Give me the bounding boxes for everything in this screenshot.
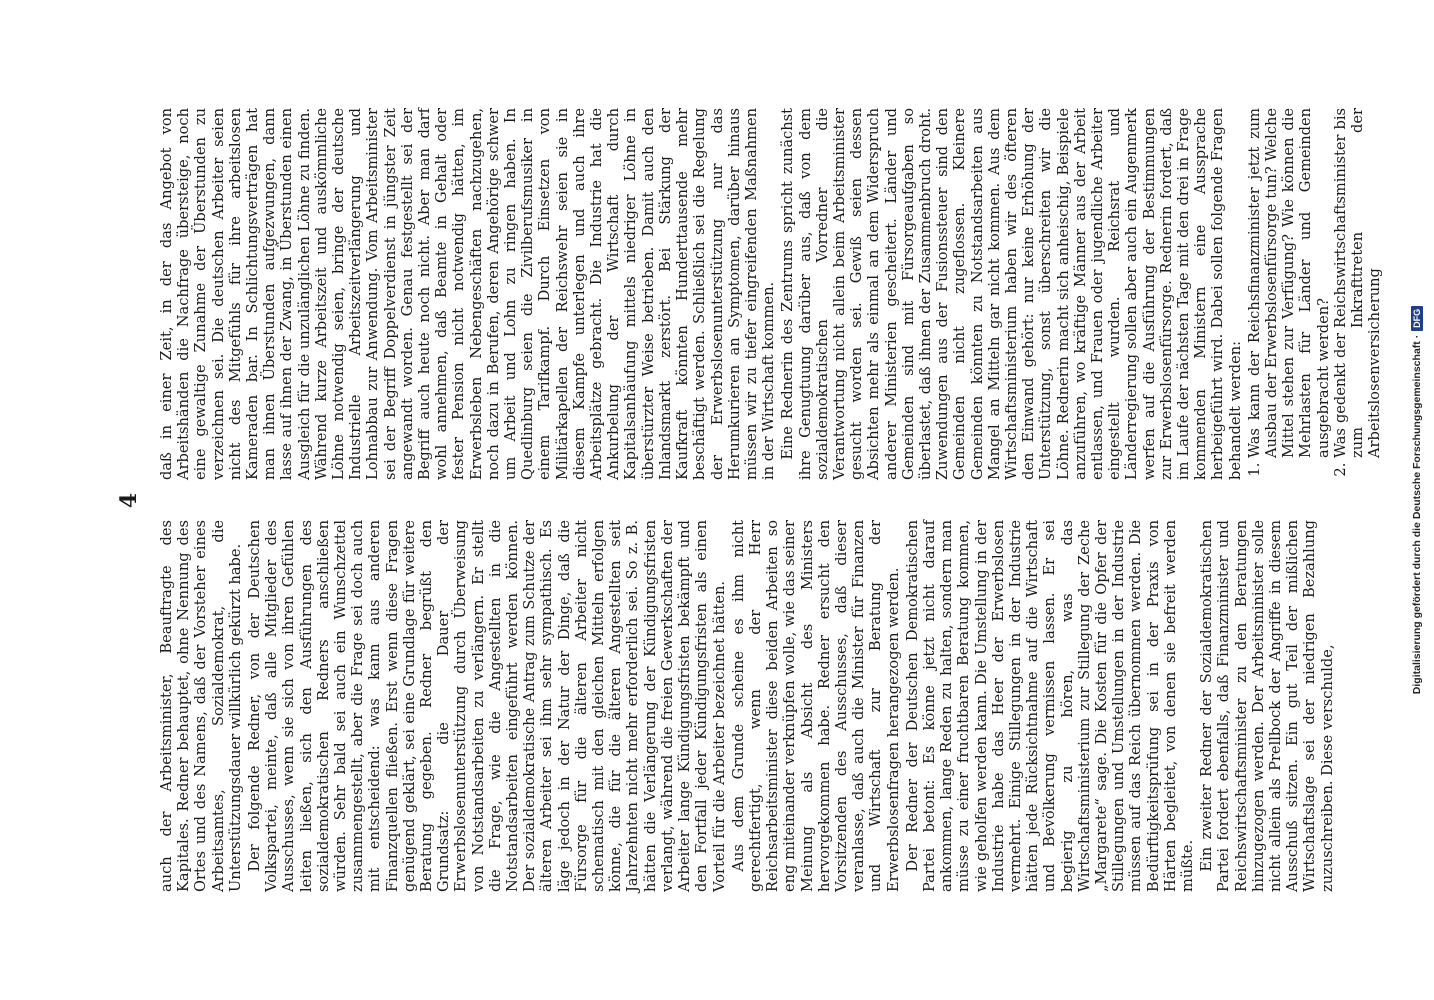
paragraph: auch der Arbeitsminister, Beauftragte des Kapitales. Redner behauptet, ohne Nennung des Ortes und des Namens, daß der Vorsteher eines Arbeitsamtes, Sozialdemokrat, die Unterstützungsdauer willkürlich gekürzt habe. <box>158 520 244 892</box>
column-right <box>158 108 1384 480</box>
list-item: 1. Was kann der Reichsfinanzminister jetzt zum Ausbau der Erwerbslosenfürsorge tun? Welche Mittel stehen zur Verfügung? Wie können die Mehrlasten für Länder und Gemeinden ausgebracht werden? <box>1246 108 1332 458</box>
digitization-credit <box>1403 6 1431 994</box>
credit-text: Digitalisierung gefördert durch die Deutsche Forschungsgemeinschaft · <box>1411 334 1423 695</box>
paragraph: Eine Rednerin des Zentrums spricht zunächst ihre Genugtuung darüber aus, daß von dem sozialdemokratischen Vorredner die Verantwortung nicht allein beim Arbeitsminister gesucht worden sei. Gewiß seien dessen Absichten mehr als einmal an dem Widerspruch anderer Ministerien gescheitert. Länder und Gemeinden sind mit Fürsorgeaufgaben so überlastet, daß ihnen der Zusammenbruch droht. Zuwendungen aus der Fusionssteuer sind den Gemeinden nicht zugeflossen. Kleinere Gemeinden könnten zu Notstandsarbeiten aus Mangel an Mitteln gar nicht kommen. Aus dem Wirtschaftsministerium haben wir des öfteren den Einwand gehört: nur keine Erhöhung der Unterstützung, sonst überschreiten wir die Löhne. Rednerin macht sich anheischig, Beispiele anzuführen, wo kräftige Männer aus der Arbeit entlassen, und Frauen oder jugendliche Arbeiter eingestellt wurden. Reichsrat und Länderregierung sollen aber auch ein Augenmerk werfen auf die Ausführung der Bestimmungen zur Erwerbslosenfürsorge. Rednerin fordert, daß im Laufe der nächsten Tage mit den drei in Frage kommenden Ministern eine Aussprache herbeigeführt wird. Dabei sollen folgende Fragen behandelt werden: <box>779 108 1244 480</box>
rotated-page-content <box>110 90 1384 910</box>
paragraph: Der Redner der Deutschen Demokratischen Partei betont: Es könne jetzt nicht darauf ankommen, lange Reden zu halten, sondern man müsse zu einer fruchtbaren Beratung kommen, wie geholfen werden kann. Die Umstellung in der Industrie habe das Heer der Erwerbslosen vermehrt. Einige Stillegungen in der Industrie hätten jede Rücksichtnahme auf die Wirtschaft und Bevölkerung vermissen lassen. Er sei begierig zu hören, was das Wirtschaftsministerium zur Stillegung der Zeche „Margarete“ sage. Die Kosten für die Opfer der Stillegungen und Umstellungen in der Industrie müssen auf das Reich übernommen werden. Die Bedürftigkeitsprüfung sei in der Praxis von Härten begleitet, von denen sie befreit werden müßte. <box>903 520 1196 892</box>
list-item: 2. Was gedenkt der Reichswirtschaftsminister bis zum Inkrafttreten der Arbeitslosenversicherung <box>1332 108 1384 458</box>
paragraph: Der folgende Redner, von der Deutschen Volkspartei, meinte, daß alle Mitglieder des Ausschusses, wenn sie sich von ihren Gefühlen leiten ließen, sich den Ausführungen des sozialdemokratischen Redners anschließen würden. Sehr bald sei auch ein Wunschzettel zusammengestellt, aber die Frage sei doch auch mit entscheidend: was kann aus anderen Finanzquellen fließen. Erst wenn diese Fragen genügend geklärt, sei eine Grundlage für weitere Beratung gegeben. Redner begrüßt den Grundsatz: die Dauer der Erwerbslosenunterstützung durch Überweisung von Notstandsarbeiten zu verlängern. Er stellt die Frage, wie die Angestellten in die Notstandsarbeiten eingeführt werden können. Der sozialdemokratische Antrag zum Schutze der älteren Arbeiter sei ihm sehr sympathisch. Es läge jedoch in der Natur der Dinge, daß die Fürsorge für die älteren Arbeiter nicht schematisch mit den gleichen Mitteln erfolgen könne, die für die älteren Angestellten seit Jahrzehnten nicht mehr erforderlich sei. So z. B. hätten die Verlängerung der Kündigungsfristen verlangt, während die freien Gewerkschaften der Arbeiter lange Kündigungsfristen bekämpft und den Fortfall jeder Kündigungsfristen als einen Vorteil für die Arbeiter bezeichnet hätten. <box>246 520 728 892</box>
question-list <box>1246 108 1384 480</box>
page-number: 4 <box>116 491 142 509</box>
column-left <box>158 520 1338 892</box>
paragraph: Aus dem Grunde scheine es ihm nicht gerechtfertigt, wenn der Herr Reichsarbeitsminister diese beiden Arbeiten so eng miteinander verknüpfen wolle, wie das seiner Meinung als Absicht des Ministers hervorgekommen habe. Redner ersucht den Vorsitzenden des Ausschusses, daß dieser veranlasse, daß auch die Minister für Finanzen und Wirtschaft zur Beratung der Erwerbslosenfragen herangezogen werden. <box>729 520 902 892</box>
paragraph: Ein zweiter Redner der Sozialdemokratischen Partei fordert ebenfalls, daß Finanzminister und Reichswirtschaftsminister zu den Beratungen hinzugezogen werden. Der Arbeitsminister solle nicht allein als Prellbock der Angriffe in diesem Ausschuß sitzen. Ein gut Teil der mißlichen Wirtschaftslage sei der niedrigen Bezahlung zuzuschreiben. Diese verschulde, <box>1198 520 1336 892</box>
dfg-logo: DFG <box>1411 306 1423 331</box>
text-columns <box>158 108 1384 892</box>
paragraph: daß in einer Zeit, in der das Angebot von Arbeitshänden die Nachfrage übersteige, noch eine gewaltige Zunahme der Überstunden zu verzeichnen sei. Die deutschen Arbeiter seien nicht des Mitgefühls für ihre arbeitslosen Kameraden bar. In Schlichtungsverträgen hat man ihnen Überstunden aufgezwungen, dann lasse auf ihnen der Zwang, in Überstunden einen Ausgleich für die unzulänglichen Löhne zu finden. Während kurze Arbeitszeit und auskömmliche Löhne notwendig seien, bringe der deutsche Industrielle Arbeitszeitverlängerung und Lohnabbau zur Anwendung. Vom Arbeitsminister sei der Begriff Doppelverdienst in jüngster Zeit angewandt worden. Genau festgestellt sei der Begriff auch heute noch nicht. Aber man darf wohl annehmen, daß Beamte in Gehalt oder fester Pension nicht notwendig hätten, im Erwerbsleben Nebengeschäften nachzugehen, noch dazu in Berufen, deren Angehörige schwer um Arbeit und Lohn zu ringen haben. In Quedlinburg seien die Zivilberufsmusiker in einem Tarifkampf. Durch Einsetzen von Militärkapellen der Reichswehr seien sie in diesem Kampfe unterlegen und auch ihre Arbeitsplätze gebracht. Die Industrie hat die Ankurbelung der Wirtschaft durch Kapitalsanhäufung mittels niedriger Löhne in überstürzter Weise betrieben. Damit auch den Inlandsmarkt zerstört. Bei Stärkung der Kaufkraft könnten Hunderttausende mehr beschäftigt werden. Schließlich sei die Regelung der Erwerbslosenunterstützung nur das Herumkurieren an Symptomen, darüber hinaus müssen wir zu tiefer eingreifenden Maßnahmen in der Wirtschaft kommen. <box>158 108 778 480</box>
